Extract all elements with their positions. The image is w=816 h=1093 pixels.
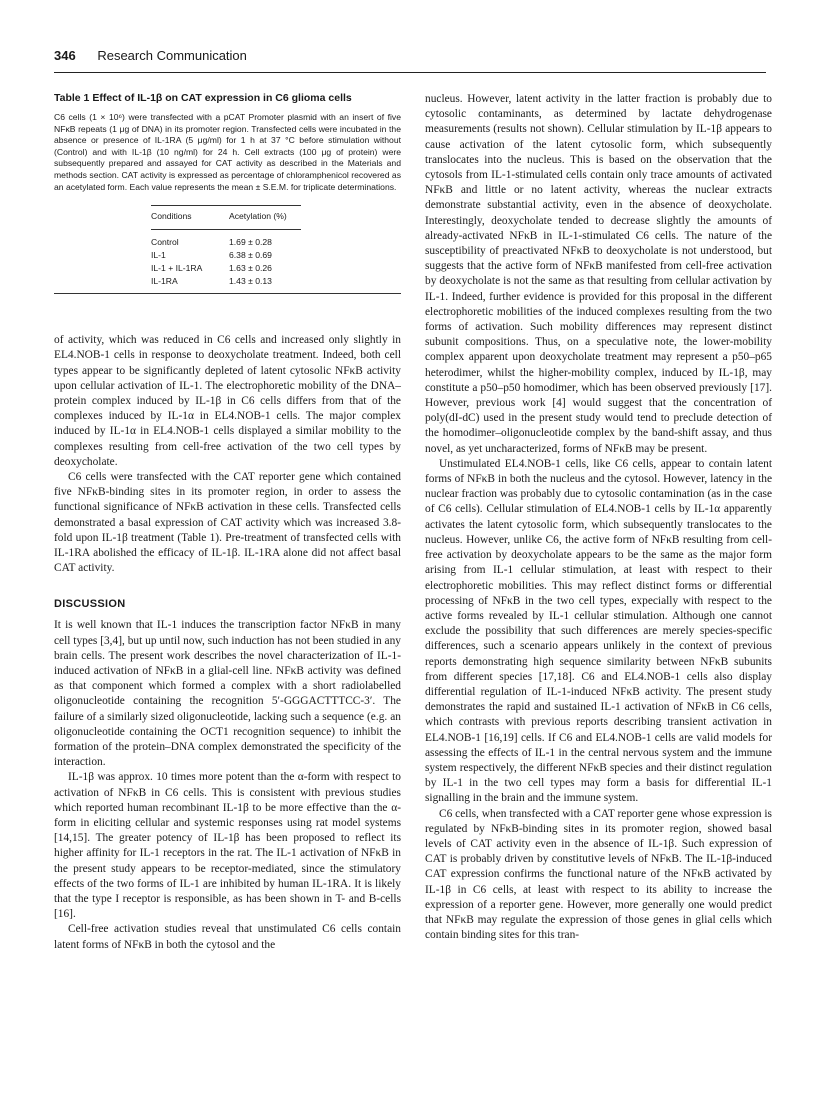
paragraph: Cell-free activation studies reveal that unstimulated C6 cells contain latent forms of NFκB in both the cytosol and the	[54, 923, 401, 951]
right-column	[425, 92, 772, 943]
paragraph: It is well known that IL-1 induces the transcription factor NFκB in many cell types [3,4], but up until now, such induction has not been studied in any brain cells. The present work describes the novel characterization of IL-1-induced activation of NFκB in a glial-cell line. NFκB activity was defined as that component which formed a complex with a short radiolabelled oligonucleotide containing the recognition 5′-GGGACTTTCC-3′. The failure of a similarly sized oligonucleotide, lacking such a sequence (e.g. an oligonucleotide containing the OCT1 recognition sequence) to inhibit the formation of the protein–DNA complex demonstrated the specificity of the interaction.	[54, 619, 401, 769]
paragraph: IL-1β was approx. 10 times more potent than the α-form with respect to activation of NFκB in C6 cells. This is consistent with previous studies which reported human recombinant IL-1β to be more effective than the α-form in eliciting cellular and systemic responses using rat model systems [14,15]. The greater potency of IL-1β has been proposed to reflect its higher affinity for IL-1 receptors in the rat. The IL-1 activation of NFκB in the present study appears to be receptor-mediated, since the stimulatory effects of the two forms of IL-1 are inhibited by human IL-1RA. It is likely that the type I receptor is responsible, as has been shown in T- and B-cells [16].	[54, 771, 401, 921]
table-title: Table 1 Effect of IL-1β on CAT expression in C6 glioma cells	[54, 92, 352, 104]
table-cell-condition: IL-1	[151, 250, 166, 261]
table-cell-condition: Control	[151, 237, 179, 248]
discussion-heading: DISCUSSION	[54, 598, 126, 611]
table-body	[54, 193, 401, 297]
left-column	[54, 92, 401, 953]
table-header-conditions: Conditions	[151, 211, 192, 222]
header-divider	[54, 72, 766, 73]
table-caption: C6 cells (1 × 10⁶) were transfected with a pCAT Promoter plasmid with an insert of five NFκB repeats (1 μg of DNA) in its promoter region. Transfected cells were incubated in the absence or presence of IL-1RA (5 μg/ml) for 1 h at 37 °C before stimulation without (Control) and with IL-1β (10 ng/ml) for 24 h. Cell extracts (100 μg of protein) were subsequently prepared and assayed for CAT activity as described in the Materials and methods section. CAT activity is expressed as percentage of chloramphenicol recovered as an acetylated form. Each value represents the mean ± S.E.M. for triplicate determinations.	[54, 112, 401, 192]
running-title: Research Communication	[97, 48, 247, 63]
table-header-rule	[151, 229, 301, 230]
table-header-acetylation: Acetylation (%)	[229, 211, 287, 222]
paragraph: C6 cells, when transfected with a CAT reporter gene whose expression is regulated by NFκB-binding sites in its promoter region, showed basal levels of CAT activity even in the absence of IL-1β. Such expression of CAT is probably driven by constitutive levels of NFκB. The IL-1β-induced CAT expression confirms the functional nature of the NFκB activated by IL-1β in C6 cells, at least with respect to its ability to increase the expression of a reporter gene. However, more generally one would predict that NFκB may regulate the expression of those genes in glial cells which contain binding sites for this tran-	[425, 807, 772, 942]
table-cell-value: 1.69 ± 0.28	[229, 237, 272, 248]
table-top-rule	[151, 205, 301, 206]
table-cell-value: 1.43 ± 0.13	[229, 276, 272, 287]
table-cell-condition: IL-1 + IL-1RA	[151, 263, 203, 274]
table-cell-value: 1.63 ± 0.26	[229, 263, 272, 274]
page-number: 346	[54, 48, 76, 63]
paragraph: nucleus. However, latent activity in the latter fraction is probably due to cytosolic contaminants, as determined by lactate dehydrogenase measurements (results not shown). Cellular stimulation by IL-1β appears to cause activation of the latent cytosolic form, which subsequently translocates into the nucleus. This is based on the observation that the cytosols from IL-1-stimulated cells contain only trace amounts of activated NFκB and little or no latent activity, whereas the nuclear extracts demonstrate substantial activity, even in the absence of deoxycholate. Interestingly, deoxycholate tended to decrease slightly the amounts of already-activated NFκB in IL-1-stimulated C6 cells. The nature of the susceptibility of preactivated NFκB to deoxycholate is not understood, but suggests that the active form of NFκB manifested from cell-free activation by deoxycholate is not the same as that resulting from cellular activation by IL-1. Indeed, further evidence is provided for this proposal in the different electrophoretic mobilities of the induced complexes resulting from the two forms of activation. Such mobility differences may represent distinct subunit compositions. Thus, on a speculative note, the lower-mobility complex apparent upon deoxycholate treatment may represent a p50–p65 heterodimer, whilst the higher-mobility complex, induced by IL-1β, may constitute a p50–p50 homodimer, which has been observed previously [17]. However, previous work [4] would suggest that the concentration of poly(dI-dC) used in the present study would tend to preclude detection of the homodimer–oligonucleotide complex by the band-shift assay, and thus novel, as yet uncharacterized, forms of NFκB may be present.	[425, 93, 772, 455]
page-header	[54, 48, 766, 70]
table-cell-condition: IL-1RA	[151, 276, 178, 287]
table-1	[54, 92, 401, 297]
paragraph: Unstimulated EL4.NOB-1 cells, like C6 cells, appear to contain latent forms of NFκB in both the nucleus and the cytosol. However, latency in the nuclear fraction was probably due to cytosolic contamination (as in the case of C6 cells). Cellular stimulation of EL4.NOB-1 cells by IL-1α apparently activates the latent cytosolic form, which subsequently translocates to the nucleus. However, unlike C6, the active form of NFκB resulting from cell-free activation by deoxycholate appears to be the same as the major form arising from IL-1 cellular stimulation, at least with respect to their electrophoretic mobilities. This may reflect distinct forms or differential processing of NFκB in the two cell types, expecially with respect to the active forms revealed by IL-1 cellular stimulation. Although one cannot exclude the possibility that such differences are merely species-specific differences, such a scenario appears unlikely in the context of previous reports demonstrating high sequence similarity between NFκB subunits from different species [17,18]. C6 and EL4.NOB-1 cells also display differential regulation of IL-1-induced NFκB activity. The present study demonstrates the rapid and sustained IL-1 activation of NFκB in C6 cells, which contrasts with previous reports describing transient activation in EL4.NOB-1 [16,19] cells. If C6 and EL4.NOB-1 cells are valid models for assessing the effects of IL-1 in the central nervous system and the immune system respectively, the different NFκB species and their distinct regulation by IL-1 in the two cell types may form a basis for differential IL-1 signalling in the brain and the immune system.	[425, 457, 772, 805]
paragraph: C6 cells were transfected with the CAT reporter gene which contained five NFκB-binding sites in its promoter region, in order to assess the functional significance of NFκB activation in these cells. Transfected cells demonstrated a basal expression of CAT activity which was increased 3.8-fold upon IL-1β treatment (Table 1). Pre-treatment of transfected cells with IL-1RA abolished the efficacy of IL-1β. IL-1RA alone did not affect basal CAT activity.	[54, 470, 401, 575]
table-bottom-rule	[54, 293, 401, 294]
paragraph: of activity, which was reduced in C6 cells and increased only slightly in EL4.NOB-1 cells in response to deoxycholate treatment. Indeed, both cell types appear to be significantly depleted of latent cytosolic NFκB activity upon cellular activation of IL-1. The electrophoretic mobility of the DNA–protein complex induced by IL-1β in C6 cells differs from that of the complexes induced by IL-1α in EL4.NOB-1 cells. The major complex induced by IL-1α in EL4.NOB-1 cells displayed a similar mobility to the complexes resulting from cell-free activation of the two cell types by deoxycholate.	[54, 334, 401, 468]
table-cell-value: 6.38 ± 0.69	[229, 250, 272, 261]
